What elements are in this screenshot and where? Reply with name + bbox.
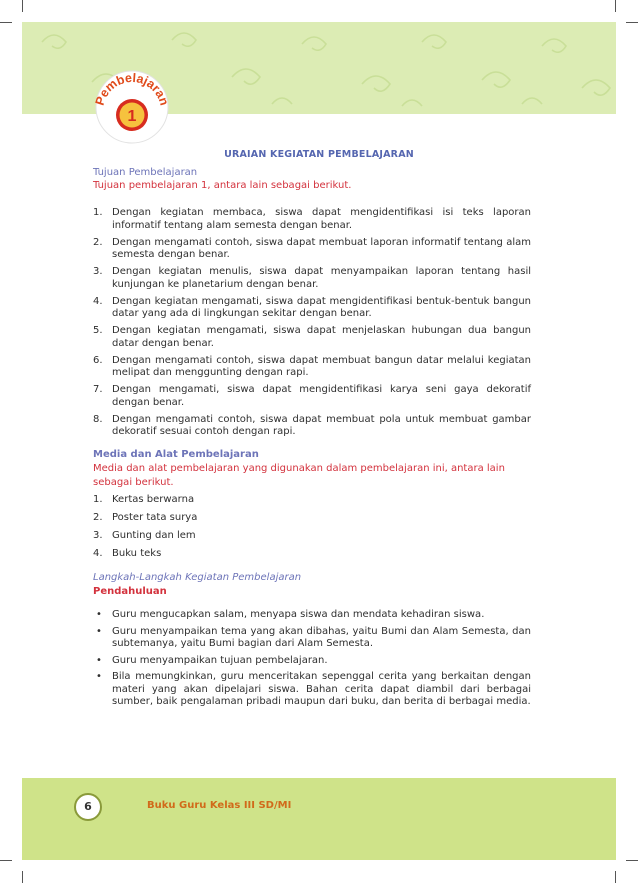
- crop-mark: [615, 0, 616, 12]
- crop-mark: [626, 860, 638, 861]
- page-number: 6: [74, 793, 102, 821]
- pendahuluan-list: [93, 609, 531, 713]
- lesson-badge-graphic: [92, 67, 172, 147]
- tujuan-list: [93, 207, 531, 443]
- list-item: 4. Dengan kegiatan mengamati, siswa dapat mengidentifikasi bentuk-bentuk bangun datar yang ada di lingkungan sekitar dengan benar.: [93, 295, 531, 319]
- book-title: Buku Guru Kelas III SD/MI: [147, 800, 292, 811]
- crop-mark: [22, 871, 23, 883]
- tujuan-intro: Tujuan pembelajaran 1, antara lain sebagai berikut.: [93, 180, 352, 191]
- crop-mark: [0, 22, 12, 23]
- crop-mark: [615, 871, 616, 883]
- badge-number: 1: [127, 108, 137, 125]
- list-item: 7. Dengan mengamati, siswa dapat mengidentifikasi karya seni gaya dekoratif dengan benar.: [93, 384, 531, 408]
- lesson-badge: [92, 67, 172, 147]
- list-item: 3. Gunting dan lem: [93, 530, 196, 541]
- list-item: 5. Dengan kegiatan mengamati, siswa dapat menjelaskan hubungan dua bangun datar dengan benar.: [93, 325, 531, 349]
- list-item: 1. Kertas berwarna: [93, 494, 195, 505]
- list-item: 4. Buku teks: [93, 548, 162, 559]
- list-item: 1. Dengan kegiatan membaca, siswa dapat mengidentifikasi isi teks laporan informatif tentang alam semesta dengan benar.: [93, 207, 531, 231]
- list-item: • Bila memungkinkan, guru menceritakan sepenggal cerita yang berkaitan dengan materi yang akan dipelajari siswa. Bahan cerita dapat diambil dari berbagai sumber, baik pengalaman pribadi maupun dari buku, dan berita di berbagai media.: [96, 671, 531, 707]
- list-item: • Guru menyampaikan tema yang akan dibahas, yaitu Bumi dan Alam Semesta, dan subtemanya, yaitu Bumi bagian dari Alam Semesta.: [96, 625, 531, 649]
- crop-mark: [626, 22, 638, 23]
- media-heading: Media dan Alat Pembelajaran: [93, 449, 259, 460]
- page-title: URAIAN KEGIATAN PEMBELAJARAN: [224, 149, 414, 160]
- crop-mark: [22, 0, 23, 12]
- media-list: [93, 494, 531, 566]
- list-item: • Guru mengucapkan salam, menyapa siswa dan mendata kehadiran siswa.: [96, 609, 485, 620]
- list-item: 2. Dengan mengamati contoh, siswa dapat membuat laporan informatif tentang alam semesta dengan benar.: [93, 236, 531, 260]
- list-item: 6. Dengan mengamati contoh, siswa dapat membuat bangun datar melalui kegiatan melipat dan menggunting dengan rapi.: [93, 354, 531, 378]
- list-item: 3. Dengan kegiatan menulis, siswa dapat menyampaikan laporan tentang hasil kunjungan ke planetarium dengan benar.: [93, 266, 531, 290]
- footer-band: [22, 778, 616, 860]
- media-intro: Media dan alat pembelajaran yang digunakan dalam pembelajaran ini, antara lain sebagai berikut.: [93, 463, 505, 488]
- langkah-heading: Langkah-Langkah Kegiatan Pembelajaran: [93, 572, 302, 583]
- pendahuluan-heading: Pendahuluan: [93, 586, 167, 597]
- list-item: 2. Poster tata surya: [93, 512, 198, 523]
- list-item: 8. Dengan mengamati contoh, siswa dapat membuat pola untuk membuat gambar dekoratif sesuai contoh dengan rapi.: [93, 413, 531, 437]
- crop-mark: [0, 860, 12, 861]
- tujuan-heading: Tujuan Pembelajaran: [93, 167, 198, 178]
- badge-word: Pembelajaran: [92, 70, 172, 108]
- list-item: • Guru menyampaikan tujuan pembelajaran.: [96, 654, 328, 666]
